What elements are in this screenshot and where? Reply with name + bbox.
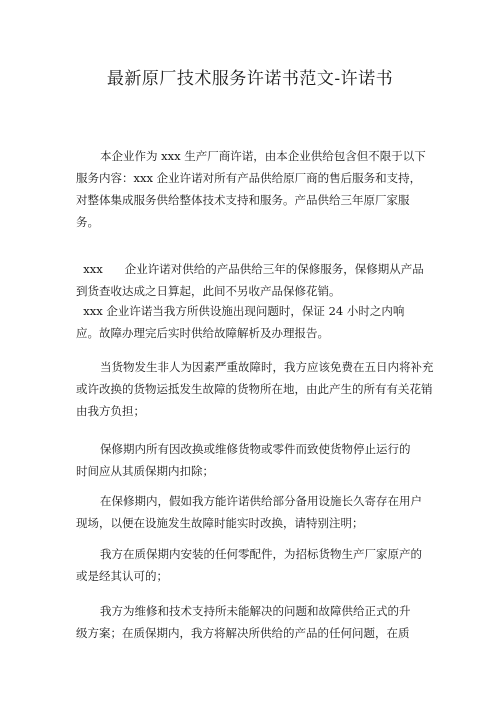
paragraph-4 — [76, 356, 436, 422]
paragraph-7 — [76, 543, 436, 587]
paragraph-line: 保修期内所有因改换或维修货物或零件而致使货物停止运行的 — [100, 442, 411, 456]
paragraph-line: 时间应从其质保期内扣除； — [76, 464, 214, 478]
paragraph-line: 由我方负担； — [76, 404, 145, 418]
paragraph-line: 对整体集成服务供给整体技术支持和服务。产品供给三年原厂家服 — [76, 193, 410, 207]
paragraph-line: 应。故障办理完后实时供给故障解析及办理报告。 — [76, 326, 329, 340]
document-title: 最新原厂技术服务许诺书范文-许诺书 — [106, 69, 394, 89]
paragraph-line: xxx 企业许诺对供给的产品供给三年的保修服务，保修期从产品 — [76, 262, 424, 276]
paragraph-8 — [76, 600, 436, 644]
paragraph-1 — [76, 145, 436, 233]
paragraph-line: 到货查收达成之日算起，此间不另收产品保修花销。 — [76, 284, 341, 298]
paragraph-line: 我方为维修和技术支持所未能解决的问题和故障供给正式的升 — [100, 604, 411, 618]
paragraph-line: 本企业作为 xxx 生产厂商许诺，由本企业供给包含但不限于以下 — [100, 149, 426, 163]
paragraph-2 — [76, 258, 436, 302]
paragraph-5 — [76, 438, 436, 482]
paragraph-6 — [76, 490, 436, 534]
paragraph-line: 务。 — [76, 215, 99, 229]
paragraph-line: 级方案；在质保期内，我方将解决所供给的产品的任何问题，在质 — [76, 626, 410, 640]
paragraph-line: 当货物发生非人为因素严重故障时，我方应该免费在五日内将补充 — [100, 360, 434, 374]
paragraph-3 — [76, 300, 436, 344]
paragraph-line: 在保修期内，假如我方能许诺供给部分备用设施长久寄存在用户 — [100, 494, 422, 508]
paragraph-line: xxx 企业许诺当我方所供设施出现问题时，保证 24 小时之内响 — [76, 304, 405, 318]
paragraph-line: 或许改换的货物运抵发生故障的货物所在地，由此产生的所有有关花销 — [76, 382, 433, 396]
paragraph-line: 服务内容：xxx 企业许诺对所有产品供给原厂商的售后服务和支持， — [76, 171, 422, 185]
paragraph-line: 现场，以便在设施发生故障时能实时改换，请特别注明； — [76, 516, 364, 530]
paragraph-line: 我方在质保期内安装的任何零配件，为招标货物生产厂家原产的 — [100, 547, 422, 561]
paragraph-line: 或是经其认可的； — [76, 569, 168, 583]
